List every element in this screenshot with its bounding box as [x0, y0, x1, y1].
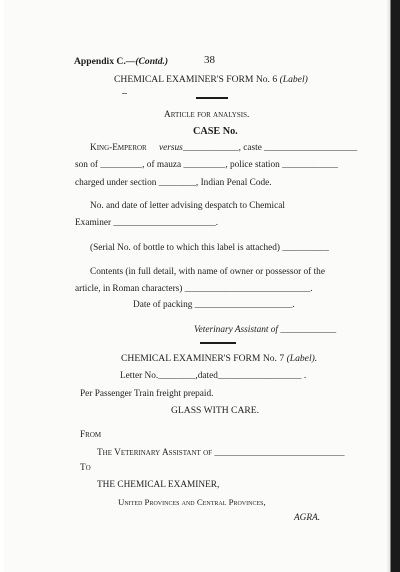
date-packing-blank: _____________________.	[194, 300, 295, 310]
serial-line	[90, 243, 329, 254]
appendix-label: Appendix C.—	[74, 56, 136, 67]
appendix-heading	[74, 56, 168, 67]
letter-no-blank: ________	[158, 371, 196, 381]
caste-label: , caste	[238, 143, 262, 153]
from-line	[97, 448, 345, 459]
stray-mark	[122, 93, 127, 94]
examiner-label: Examiner	[75, 218, 112, 228]
contents-line2	[75, 284, 313, 295]
form6-title-suffix: (Label)	[279, 74, 308, 85]
form6-subtitle: Article for analysis.	[164, 110, 250, 120]
from-blank: ____________________________	[214, 448, 345, 458]
form6-title	[114, 74, 308, 85]
dated-label: ,dated	[195, 371, 218, 381]
letter-para-line1: No. and date of letter advising despatch to Chemical	[90, 201, 285, 211]
page-number: 38	[204, 54, 215, 66]
serial-text: (Serial No. of bottle to which this label is attached)	[90, 243, 281, 253]
glass-with-care: GLASS WITH CARE.	[171, 405, 260, 416]
date-packing-label: Date of packing	[133, 300, 193, 310]
king-emperor-label: King-Emperor	[90, 143, 147, 153]
contents-blank: ___________________________.	[184, 284, 313, 294]
signature-line	[194, 325, 336, 336]
police-station-blank: ____________	[282, 160, 338, 170]
letter-no-line: Letter No.________,dated__________________ .	[120, 371, 307, 381]
to-label: To	[80, 463, 91, 473]
form7-title	[121, 353, 317, 364]
to-line1: THE CHEMICAL EXAMINER,	[97, 480, 220, 490]
letter-blank: ______________________.	[113, 218, 219, 228]
per-passenger: Per Passenger Train freight prepaid.	[80, 389, 214, 399]
son-of-label: son of	[75, 160, 98, 170]
signature-blank: ____________	[280, 325, 337, 335]
appendix-contd: (Contd.)	[135, 56, 169, 67]
form6-line-son	[75, 160, 338, 171]
page-edge	[387, 0, 400, 572]
charged-label: charged under section	[75, 178, 157, 188]
son-of-blank: _________	[100, 160, 143, 170]
dated-blank: __________________	[217, 371, 302, 381]
serial-blank: __________	[282, 243, 329, 253]
form6-case-label: CASE No.	[193, 126, 238, 137]
form6-title-text: CHEMICAL EXAMINER'S FORM No. 6	[114, 74, 278, 85]
signature-label: Veterinary Assistant of	[194, 325, 279, 335]
mauza-blank: _________	[183, 160, 226, 170]
versus-label: versus	[159, 143, 183, 153]
form7-title-suffix: (Label).	[286, 353, 318, 364]
from-label: From	[80, 430, 102, 440]
from-value: The Veterinary Assistant of	[97, 448, 213, 458]
contents-line1: Contents (in full detail, with name of owner or possessor of the	[90, 267, 325, 277]
letter-para-line2	[75, 218, 218, 229]
to-city: AGRA.	[294, 513, 321, 523]
section-blank: ________	[158, 178, 196, 188]
letter-no-label: Letter No.	[120, 371, 159, 381]
mauza-label: , of mauza	[142, 160, 182, 170]
versus-blank: ____________	[182, 143, 239, 153]
ipc-label: , Indian Penal Code.	[195, 178, 272, 188]
form6-line-parties	[90, 143, 357, 154]
form6-rule	[196, 97, 228, 99]
contents-label: article, in Roman characters)	[75, 284, 183, 294]
date-packing-line	[133, 300, 295, 311]
to-line2: United Provinces and Central Provinces,	[118, 497, 266, 507]
form7-title-text: CHEMICAL EXAMINER'S FORM No. 7	[121, 353, 285, 364]
form6-line-charged	[75, 178, 272, 189]
police-station-label: , police station	[225, 160, 280, 170]
form6-end-rule	[200, 342, 236, 344]
caste-blank: ____________________	[264, 143, 358, 153]
